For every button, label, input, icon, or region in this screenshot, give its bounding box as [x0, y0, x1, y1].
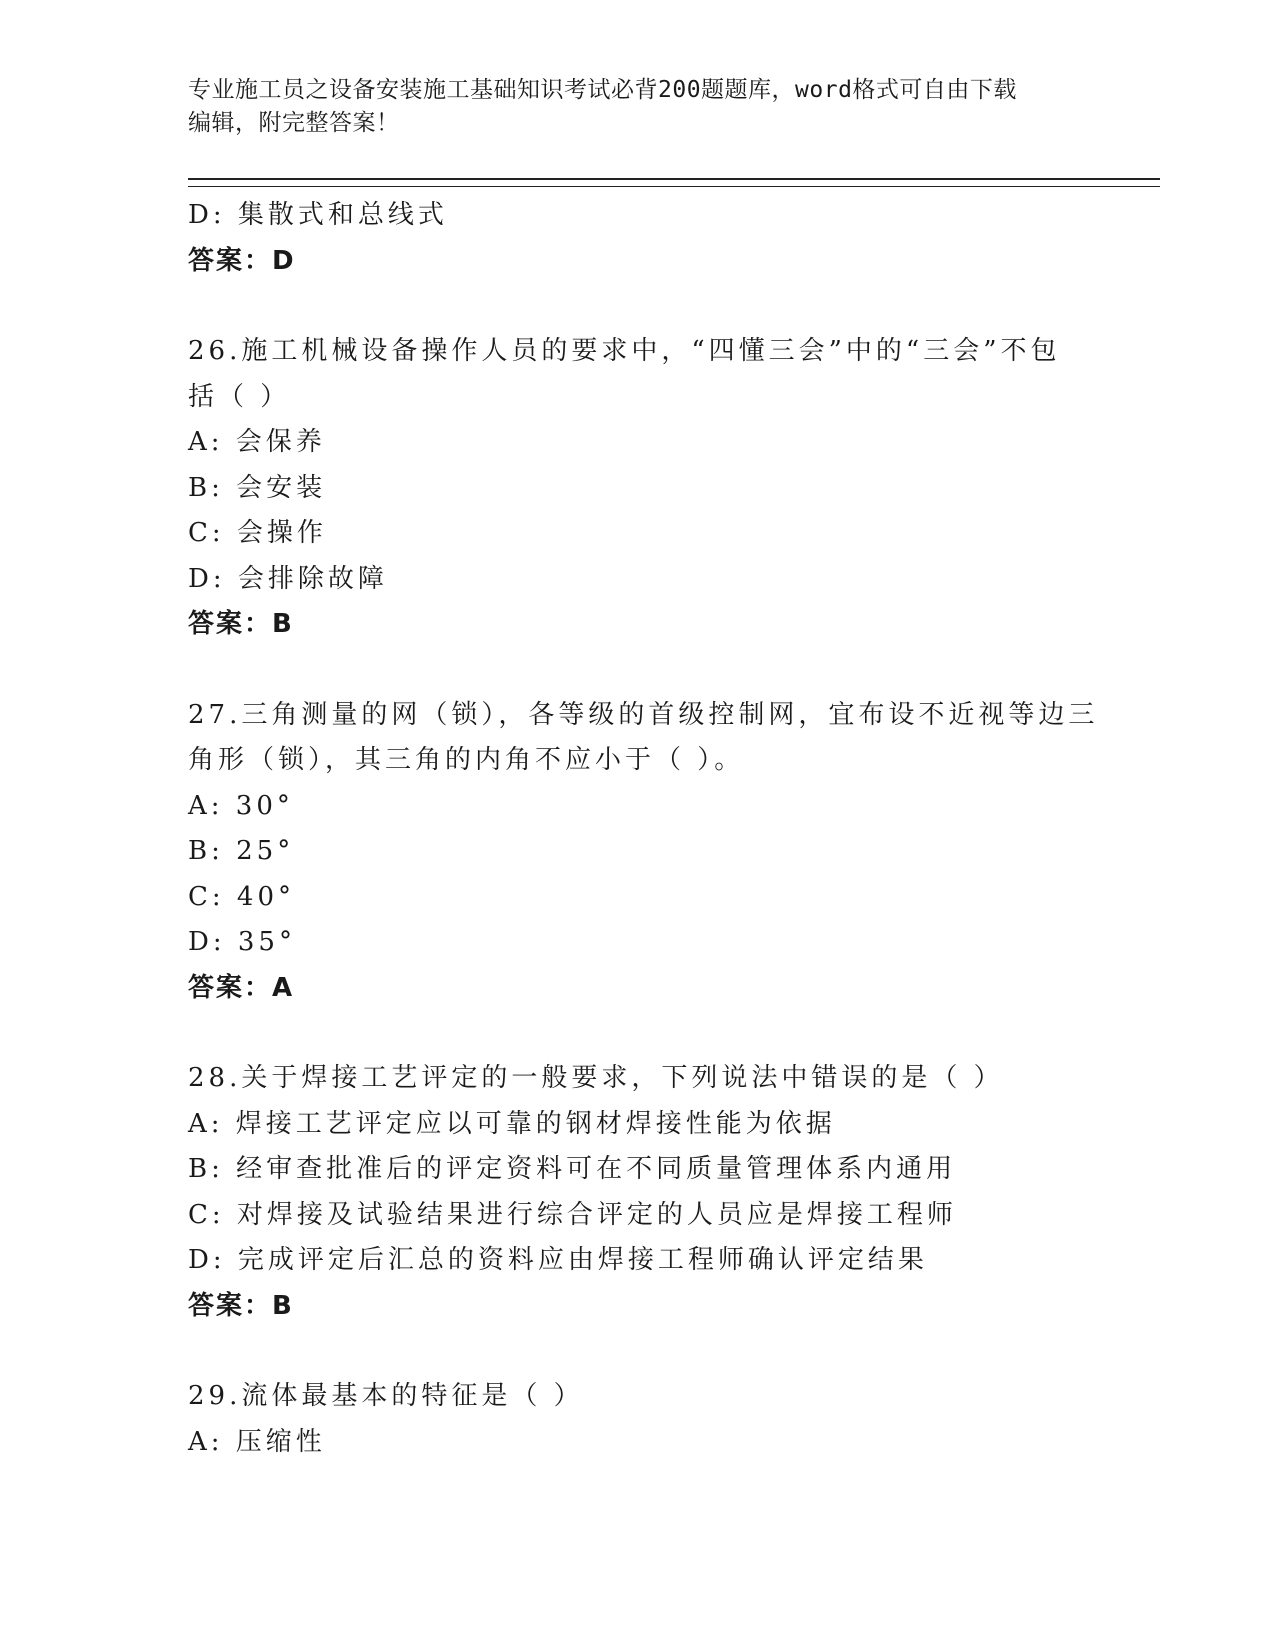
option-d: D: 完成评定后汇总的资料应由焊接工程师确认评定结果 [188, 1245, 928, 1275]
question-stem: 28.关于焊接工艺评定的一般要求，下列说法中错误的是（ ） [188, 1063, 1004, 1093]
option-d: D: 会排除故障 [188, 563, 388, 594]
header-divider [188, 178, 1160, 187]
option-c: C: 40° [188, 881, 296, 912]
option-b: B: 25° [188, 836, 295, 866]
option-c: C: 会操作 [188, 518, 327, 548]
answer-line: 答案：B [188, 1290, 294, 1321]
spacer [188, 1011, 1088, 1056]
answer-line: 答案：D [188, 245, 296, 276]
question-stem: 27.三角测量的网（锁），各等级的首级控制网，宜布设不近视等边三 [188, 699, 1099, 730]
option-c: C: 对焊接及试验结果进行综合评定的人员应是焊接工程师 [188, 1199, 957, 1230]
option-b: B: 经审查批准后的评定资料可在不同质量管理体系内通用 [188, 1154, 957, 1184]
option-a: A: 30° [188, 790, 294, 821]
header-title-line-1: 专业施工员之设备安装施工基础知识考试必背200题题库，word格式可自由下载 [188, 77, 1017, 103]
option-a: A: 压缩性 [188, 1426, 326, 1457]
option-d: D: 35° [188, 927, 296, 957]
option-b: B: 会安装 [188, 472, 327, 503]
document-header [188, 74, 1088, 140]
option-a: A: 会保养 [188, 427, 326, 457]
spacer [188, 648, 1088, 693]
answer-line: 答案：B [188, 609, 294, 639]
header-title-line-2: 编辑，附完整答案！ [188, 110, 400, 136]
answer-line: 答案：A [188, 972, 295, 1003]
question-stem: 29.流体最基本的特征是（ ） [188, 1381, 584, 1411]
spacer [188, 284, 1088, 329]
question-stem-continued: 括（ ） [188, 381, 291, 412]
question-stem: 26.施工机械设备操作人员的要求中，“四懂三会”中的“三会”不包 [188, 336, 1061, 366]
option-a: A: 焊接工艺评定应以可靠的钢材焊接性能为依据 [188, 1108, 836, 1139]
spacer [188, 1329, 1088, 1374]
option-d: D: 集散式和总线式 [188, 200, 448, 230]
question-list [188, 193, 1099, 1465]
question-stem-continued: 角形（锁），其三角的内角不应小于（ ）。 [188, 745, 745, 775]
